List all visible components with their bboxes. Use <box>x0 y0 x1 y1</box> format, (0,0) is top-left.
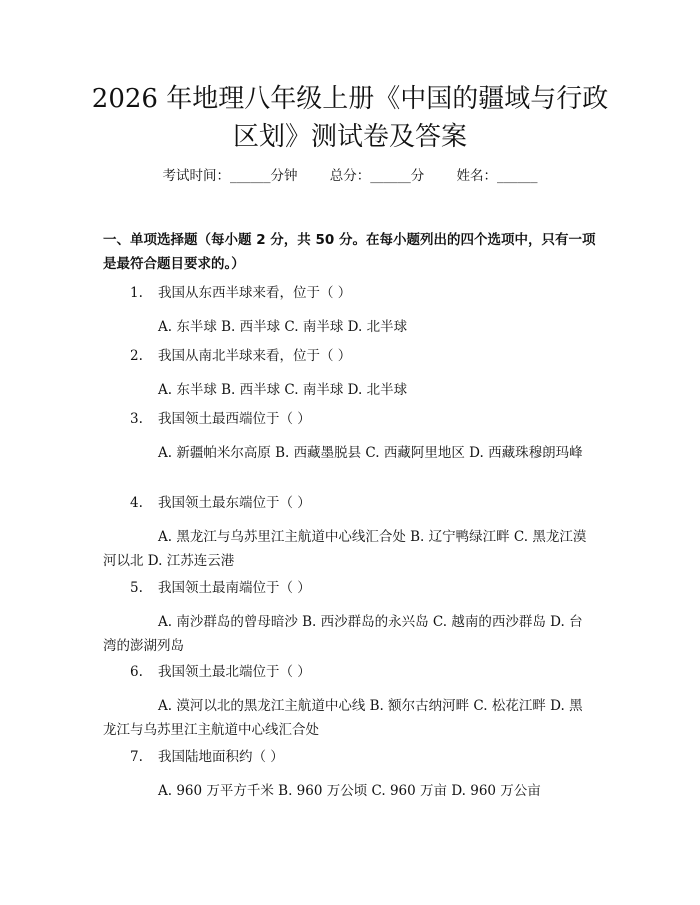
question-number: 1. <box>130 285 143 301</box>
question-stem <box>130 747 284 767</box>
question-options: A. 黑龙江与乌苏里江主航道中心线汇合处 B. 辽宁鸭绿江畔 C. 黑龙江漠河以北 D. 江苏连云港 <box>103 529 587 569</box>
question-number: 2. <box>130 348 143 364</box>
question-stem <box>130 578 311 598</box>
question-stem <box>130 283 351 303</box>
question-text: 我国从南北半球来看，位于（ ） <box>158 348 352 364</box>
question-stem <box>130 409 311 429</box>
question-number: 7. <box>130 749 143 765</box>
question-text: 我国领土最东端位于（ ） <box>158 495 311 511</box>
question-number: 4. <box>130 495 143 511</box>
question-stem <box>130 493 311 513</box>
question-text: 我国领土最西端位于（ ） <box>158 411 311 427</box>
exam-title-line1: 2026 年地理八年级上册《中国的疆域与行政 <box>91 84 609 114</box>
exam-info-row <box>0 166 700 186</box>
total-score-field: 总分：______分 <box>329 168 425 184</box>
question-text: 我国陆地面积约（ ） <box>158 749 284 765</box>
question-options: A. 新疆帕米尔高原 B. 西藏墨脱县 C. 西藏阿里地区 D. 西藏珠穆朗玛峰 <box>158 445 583 461</box>
question-number: 6. <box>130 664 143 680</box>
question-options: A. 东半球 B. 西半球 C. 南半球 D. 北半球 <box>158 382 408 398</box>
question-options: A. 南沙群岛的曾母暗沙 B. 西沙群岛的永兴岛 C. 越南的西沙群岛 D. 台湾的澎湖列岛 <box>103 614 583 654</box>
exam-title-line2: 区划》测试卷及答案 <box>232 122 467 152</box>
question-number: 5. <box>130 580 143 596</box>
question-number: 3. <box>130 411 143 427</box>
student-name-field: 姓名：______ <box>456 168 538 184</box>
section-heading-single-choice: 一、单项选择题（每小题 2 分，共 50 分。在每小题列出的四个选项中，只有一项是最符合题目要求的。） <box>103 232 596 272</box>
question-text: 我国从东西半球来看，位于（ ） <box>158 285 352 301</box>
question-options: A. 东半球 B. 西半球 C. 南半球 D. 北半球 <box>158 319 408 335</box>
question-options: A. 960 万平方千米 B. 960 万公顷 C. 960 万亩 D. 960 万公亩 <box>158 783 541 799</box>
exam-time-field: 考试时间：______分钟 <box>162 168 298 184</box>
question-text: 我国领土最北端位于（ ） <box>158 664 311 680</box>
question-text: 我国领土最南端位于（ ） <box>158 580 311 596</box>
exam-title <box>60 80 640 156</box>
question-stem <box>130 662 311 682</box>
question-stem <box>130 346 351 366</box>
question-options: A. 漠河以北的黑龙江主航道中心线 B. 额尔古纳河畔 C. 松花江畔 D. 黑龙江与乌苏里江主航道中心线汇合处 <box>103 698 583 738</box>
